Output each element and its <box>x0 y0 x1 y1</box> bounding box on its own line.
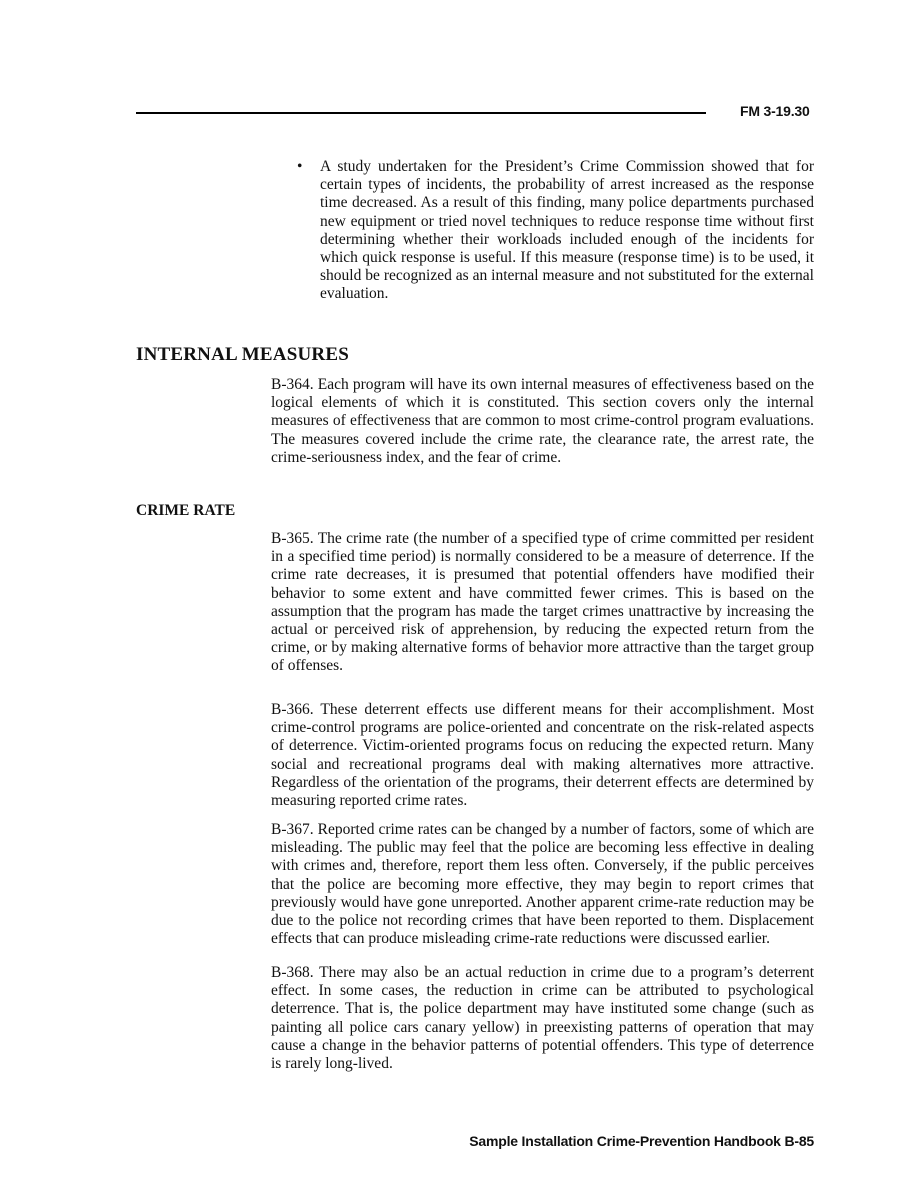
manual-code: FM 3-19.30 <box>740 103 810 119</box>
subheading-crime-rate: CRIME RATE <box>136 502 236 519</box>
page-footer: Sample Installation Crime-Prevention Handbook B-85 <box>469 1133 814 1149</box>
paragraph-b-365: B-365. The crime rate (the number of a specified type of crime committed per resident in a specified time period) is normally considered to be a measure of deterrence. If the crime rate decreases, it is presumed that potential offenders have modified their behavior to some extent and have committed fewer crimes. This is based on the assumption that the program has made the target crimes unattractive by increasing the actual or perceived risk of apprehension, by reducing the expected return from the crime, or by making alternative forms of behavior more attractive than the target group of offenses. <box>271 530 814 675</box>
paragraph-b-364: B-364. Each program will have its own internal measures of effectiveness based on the logical elements of which it is constituted. This section covers only the internal measures of effectiveness that are common to most crime-control program evaluations. The measures covered include the crime rate, the clearance rate, the arrest rate, the crime-seriousness index, and the fear of crime. <box>271 376 814 466</box>
bullet-marker: • <box>297 158 303 175</box>
paragraph-b-368: B-368. There may also be an actual reduction in crime due to a program’s deterrent effect. In some cases, the reduction in crime can be attributed to psychological deterrence. That is, the police department may have instituted some change (such as painting all police cars canary yellow) in preexisting patterns of operation that may cause a change in the behavior patterns of potential offenders. This type of deterrence is rarely long-lived. <box>271 964 814 1073</box>
bullet-paragraph: A study undertaken for the President’s Crime Commission showed that for certain types of incidents, the probability of arrest increased as the response time decreased. As a result of this finding, many police departments purchased new equipment or tried novel techniques to reduce response time without first determining whether their workloads included enough of the incidents for which quick response is useful. If this measure (response time) is to be used, it should be recognized as an internal measure and not substituted for the external evaluation. <box>320 158 814 303</box>
paragraph-b-366: B-366. These deterrent effects use different means for their accomplishment. Most crime-control programs are police-oriented and concentrate on the risk-related aspects of deterrence. Victim-oriented programs focus on reducing the expected return. Many social and recreational programs deal with making alternatives more attractive. Regardless of the orientation of the programs, their deterrent effects are determined by measuring reported crime rates. <box>271 701 814 810</box>
header-rule <box>136 112 706 114</box>
section-heading-internal-measures: INTERNAL MEASURES <box>136 344 349 365</box>
paragraph-b-367: B-367. Reported crime rates can be changed by a number of factors, some of which are misleading. The public may feel that the police are becoming less effective in dealing with crimes and, therefore, report them less often. Conversely, if the public perceives that the police are becoming more effective, they may begin to report crimes that previously would have gone unreported. Another apparent crime-rate reduction may be due to the police not recording crimes that have been reported to them. Displacement effects that can produce misleading crime-rate reductions were discussed earlier. <box>271 821 814 948</box>
